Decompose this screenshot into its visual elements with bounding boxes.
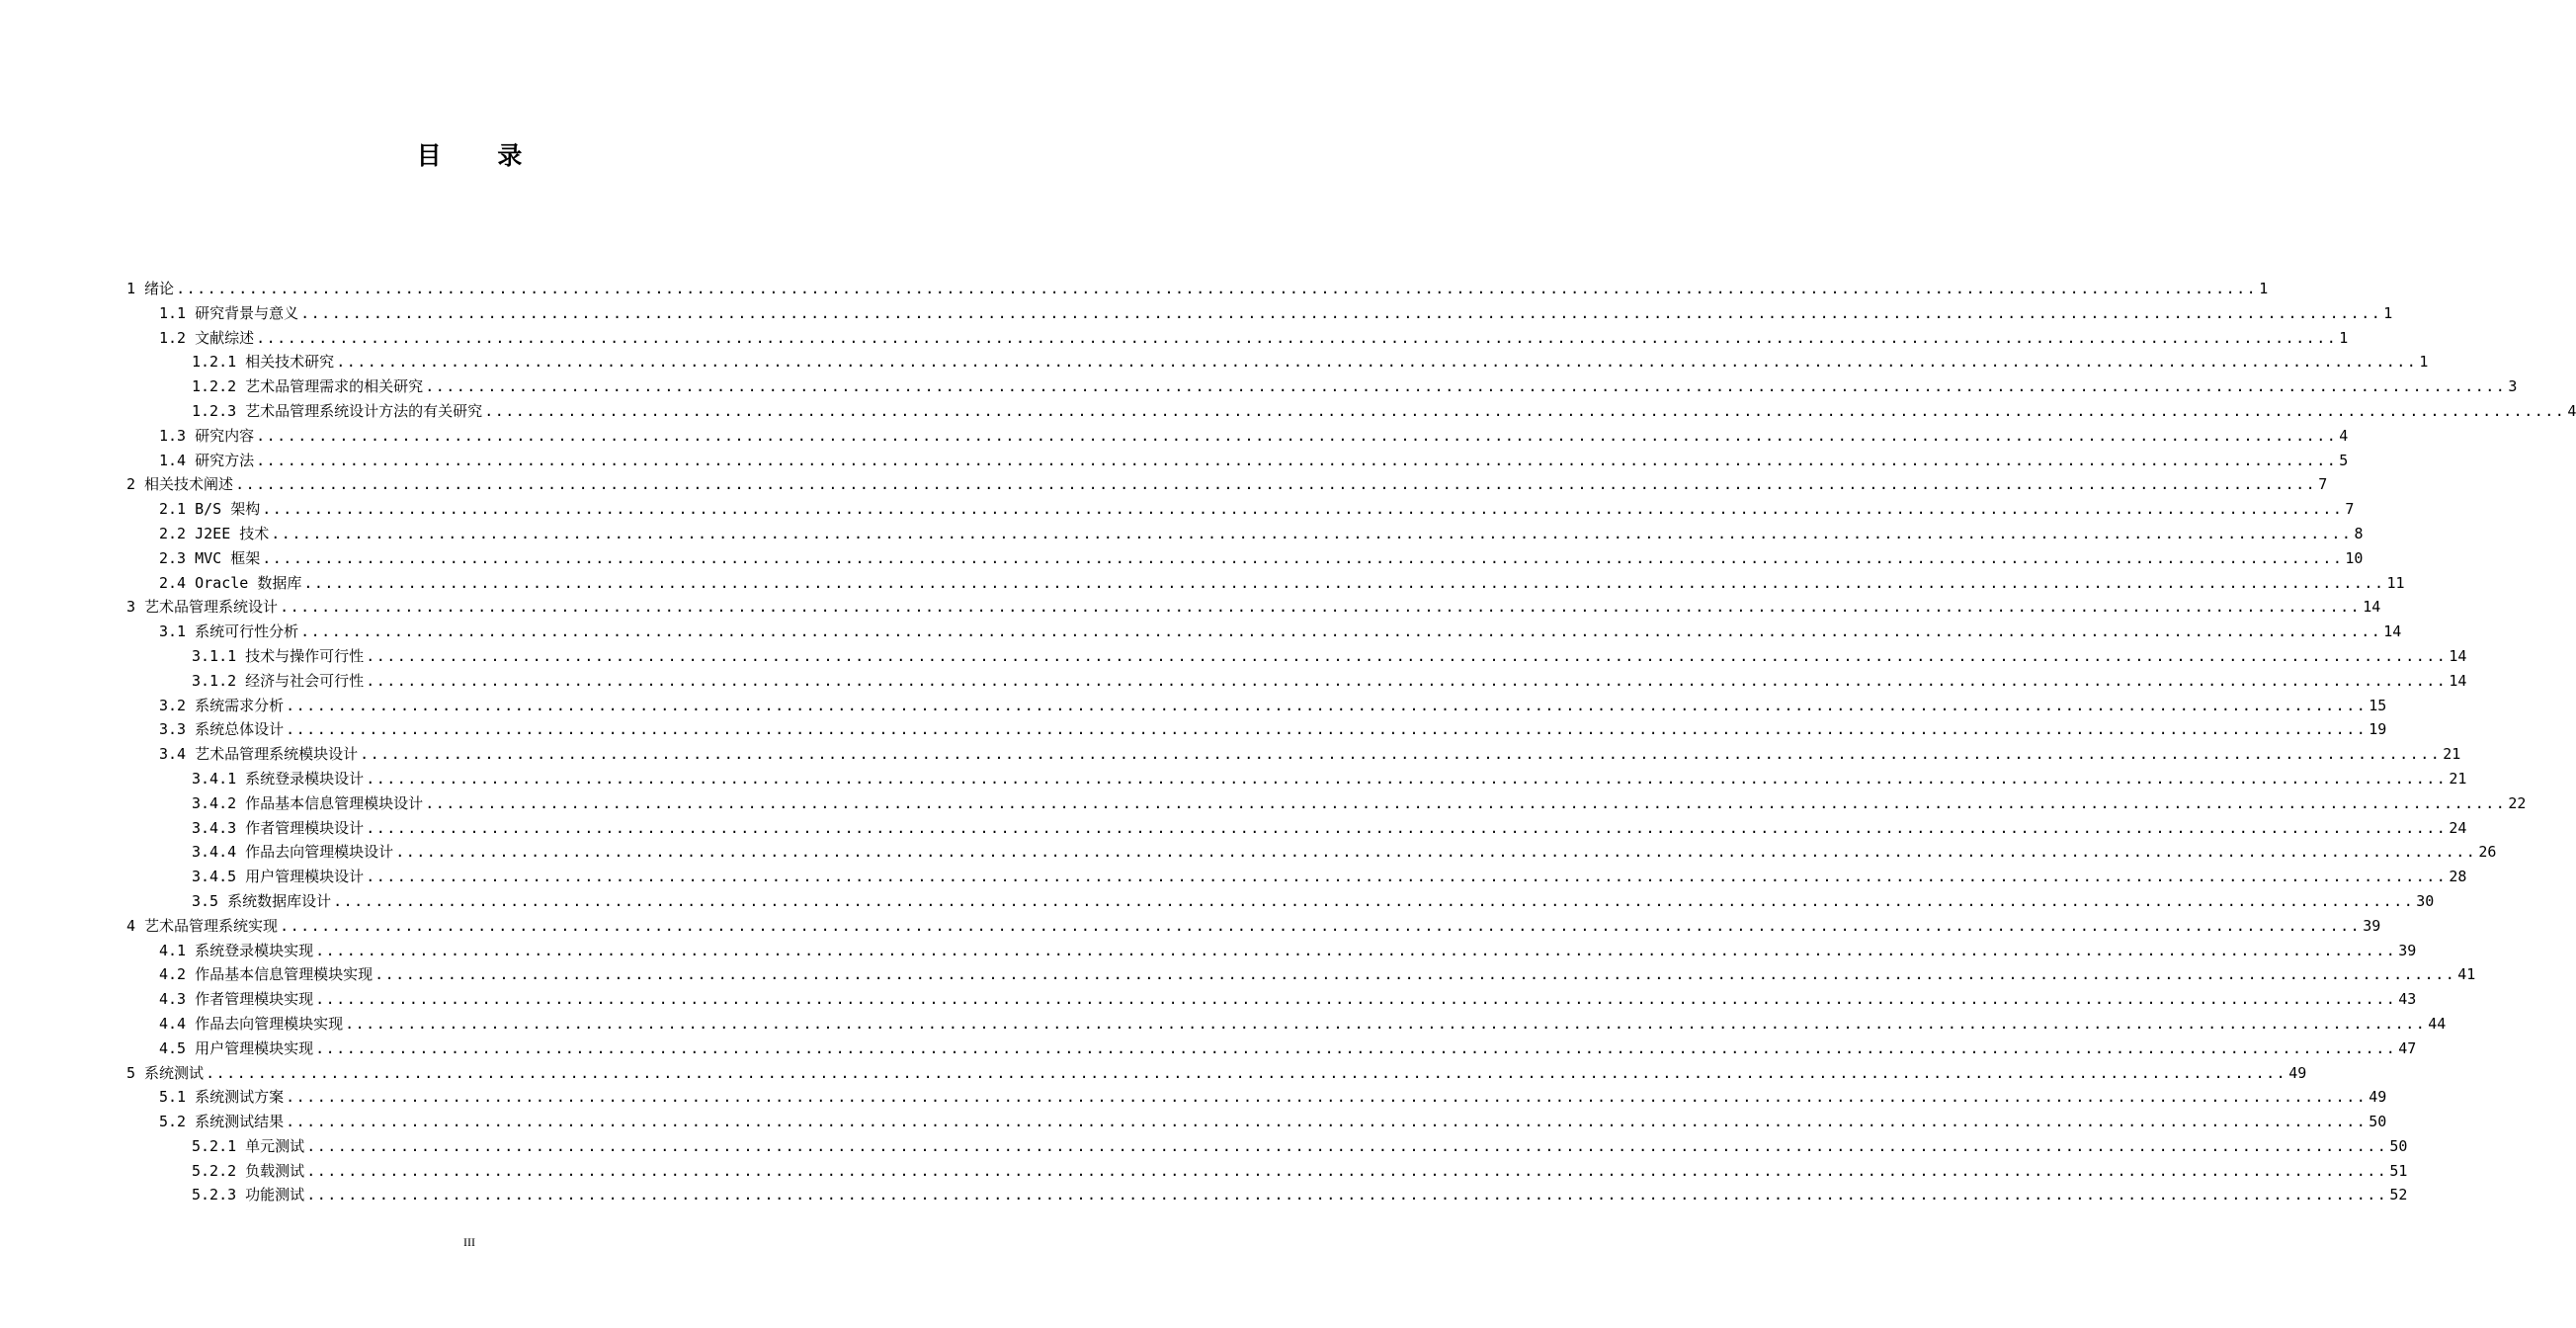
toc-entry-page: 30: [2416, 891, 2435, 910]
toc-entry[interactable]: [126, 939, 2417, 963]
toc-entry-label: 3.1.1 技术与操作可行性: [192, 646, 365, 665]
toc-entry[interactable]: [126, 914, 2381, 939]
toc-entry-label: 3.1.2 经济与社会可行性: [192, 671, 365, 690]
toc-entry-label: 3.4.4 作品去向管理模块设计: [192, 843, 394, 862]
toc-entry-label: 2 相关技术阐述: [126, 475, 234, 494]
toc-entry[interactable]: [126, 717, 2387, 742]
toc-entry-page: 7: [2318, 475, 2328, 494]
toc-entry-label: 1.2.2 艺术品管理需求的相关研究: [192, 377, 424, 396]
toc-entry[interactable]: [126, 571, 2405, 596]
toc-entry-page: 21: [2443, 745, 2461, 764]
toc-entry-label: 1.2.1 相关技术研究: [192, 353, 335, 372]
toc-entry[interactable]: [126, 865, 2467, 889]
toc-entry[interactable]: [126, 546, 2364, 571]
toc-entry-label: 1 绪论: [126, 280, 175, 297]
toc-entry-page: 4: [2339, 426, 2349, 445]
toc-leader-dots: ........................................................................................................................................................................................................: [286, 1088, 2368, 1107]
toc-leader-dots: ........................................................................................................................................................................................................: [303, 573, 2385, 592]
toc-leader-dots: ........................................................................................................................................................................................................: [366, 818, 2448, 837]
toc-entry[interactable]: [126, 962, 2476, 987]
toc-leader-dots: ........................................................................................................................................................................................................: [176, 280, 2258, 297]
toc-leader-dots: ........................................................................................................................................................................................................: [333, 891, 2415, 910]
toc-leader-dots: ........................................................................................................................................................................................................: [256, 328, 2338, 347]
toc-entry-page: 51: [2389, 1161, 2408, 1180]
toc-entry-page: 14: [2383, 622, 2402, 641]
toc-entry-page: 1: [2259, 280, 2269, 297]
toc-entry-page: 14: [2449, 671, 2467, 690]
toc-entry[interactable]: [126, 1183, 2408, 1207]
toc-entry-label: 5.2 系统测试结果: [159, 1113, 285, 1131]
toc-entry[interactable]: [126, 301, 2393, 326]
toc-leader-dots: ........................................................................................................................................................................................................: [315, 941, 2397, 959]
toc-leader-dots: ........................................................................................................................................................................................................: [306, 1186, 2388, 1204]
toc-leader-dots: ........................................................................................................................................................................................................: [315, 1038, 2397, 1057]
toc-leader-dots: ........................................................................................................................................................................................................: [286, 1113, 2368, 1131]
toc-leader-dots: ........................................................................................................................................................................................................: [262, 548, 2344, 567]
toc-entry[interactable]: [126, 767, 2467, 791]
toc-entry-page: 10: [2345, 548, 2364, 567]
toc-entry[interactable]: [126, 449, 2349, 473]
toc-entry-label: 1.1 研究背景与意义: [159, 303, 299, 322]
toc-entry-label: 4.2 作品基本信息管理模块实现: [159, 965, 374, 984]
toc-entry-page: 28: [2449, 868, 2467, 886]
toc-entry-page: 43: [2398, 990, 2417, 1009]
toc-entry[interactable]: [126, 840, 2497, 865]
toc-entry-label: 3.2 系统需求分析: [159, 696, 285, 714]
toc-leader-dots: ........................................................................................................................................................................................................: [286, 720, 2368, 739]
toc-entry-page: 49: [2368, 1088, 2387, 1107]
toc-entry-page: 26: [2478, 843, 2497, 862]
toc-leader-dots: ........................................................................................................................................................................................................: [484, 401, 2566, 420]
toc-entry[interactable]: [126, 1085, 2387, 1110]
toc-entry-page: 8: [2354, 524, 2364, 542]
toc-entry[interactable]: [126, 399, 2576, 424]
toc-entry-label: 5.2.3 功能测试: [192, 1186, 305, 1204]
toc-entry[interactable]: [126, 669, 2467, 694]
toc-entry-label: 3.5 系统数据库设计: [192, 891, 332, 910]
toc-entry[interactable]: [126, 595, 2381, 620]
toc-entry-label: 2.3 MVC 框架: [159, 548, 261, 567]
toc-leader-dots: ........................................................................................................................................................................................................: [271, 524, 2353, 542]
toc-entry-label: 5.2.1 单元测试: [192, 1136, 305, 1155]
toc-entry[interactable]: [126, 1037, 2417, 1061]
toc-entry-label: 4.3 作者管理模块实现: [159, 990, 314, 1009]
toc-entry-label: 2.4 Oracle 数据库: [159, 573, 302, 592]
toc-entry-label: 2.2 J2EE 技术: [159, 524, 270, 542]
toc-entry-page: 1: [2419, 353, 2429, 372]
toc-entry-page: 50: [2389, 1136, 2408, 1155]
table-of-contents: [126, 277, 2576, 1207]
toc-entry-page: 50: [2368, 1113, 2387, 1131]
toc-leader-dots: ........................................................................................................................................................................................................: [425, 793, 2507, 812]
toc-entry[interactable]: [126, 522, 2364, 546]
page-number: III: [463, 1235, 475, 1249]
toc-entry[interactable]: [126, 1110, 2387, 1134]
toc-entry[interactable]: [126, 277, 2269, 301]
toc-entry[interactable]: [126, 1012, 2447, 1037]
toc-entry-page: 47: [2398, 1038, 2417, 1057]
toc-entry-page: 49: [2288, 1063, 2307, 1082]
toc-entry-page: 52: [2389, 1186, 2408, 1204]
toc-entry-label: 4.4 作品去向管理模块实现: [159, 1014, 344, 1033]
toc-entry-label: 5.1 系统测试方案: [159, 1088, 285, 1107]
toc-entry-label: 3.4.5 用户管理模块设计: [192, 868, 365, 886]
toc-entry-label: 5 系统测试: [126, 1063, 205, 1082]
toc-leader-dots: ........................................................................................................................................................................................................: [374, 965, 2456, 984]
toc-entry[interactable]: [126, 742, 2461, 767]
toc-leader-dots: ........................................................................................................................................................................................................: [300, 303, 2382, 322]
toc-entry-page: 7: [2345, 500, 2355, 519]
toc-entry[interactable]: [126, 1159, 2408, 1184]
toc-entry-label: 3.4.3 作者管理模块设计: [192, 818, 365, 837]
toc-leader-dots: ........................................................................................................................................................................................................: [306, 1136, 2388, 1155]
toc-entry[interactable]: [126, 1134, 2408, 1159]
toc-entry-page: 3: [2508, 377, 2518, 396]
toc-entry-page: 15: [2368, 696, 2387, 714]
toc-entry[interactable]: [126, 326, 2349, 351]
toc-entry-page: 11: [2386, 573, 2405, 592]
toc-entry[interactable]: [126, 620, 2402, 644]
toc-leader-dots: ........................................................................................................................................................................................................: [366, 868, 2448, 886]
toc-entry[interactable]: [126, 472, 2328, 497]
toc-entry[interactable]: [126, 497, 2355, 522]
toc-entry[interactable]: [126, 424, 2349, 449]
toc-leader-dots: ........................................................................................................................................................................................................: [235, 475, 2317, 494]
toc-entry-label: 1.4 研究方法: [159, 451, 255, 469]
page-title: 目 录: [416, 141, 546, 170]
toc-entry[interactable]: [126, 374, 2518, 399]
toc-leader-dots: ........................................................................................................................................................................................................: [315, 990, 2397, 1009]
toc-entry-page: 44: [2428, 1014, 2447, 1033]
toc-leader-dots: ........................................................................................................................................................................................................: [262, 500, 2344, 519]
toc-entry-label: 4 艺术品管理系统实现: [126, 916, 279, 935]
toc-leader-dots: ........................................................................................................................................................................................................: [286, 696, 2368, 714]
toc-entry-page: 41: [2457, 965, 2476, 984]
toc-entry-page: 5: [2339, 451, 2349, 469]
toc-leader-dots: ........................................................................................................................................................................................................: [360, 745, 2442, 764]
toc-entry-label: 5.2.2 负载测试: [192, 1161, 305, 1180]
toc-entry-page: 24: [2449, 818, 2467, 837]
toc-entry-label: 3.4.2 作品基本信息管理模块设计: [192, 793, 424, 812]
toc-entry-page: 39: [2398, 941, 2417, 959]
toc-entry-page: 19: [2368, 720, 2387, 739]
toc-entry-label: 1.3 研究内容: [159, 426, 255, 445]
toc-entry-label: 4.1 系统登录模块实现: [159, 941, 314, 959]
toc-entry-label: 3.1 系统可行性分析: [159, 622, 299, 641]
toc-entry[interactable]: [126, 791, 2527, 816]
toc-leader-dots: ........................................................................................................................................................................................................: [345, 1014, 2427, 1033]
toc-leader-dots: ........................................................................................................................................................................................................: [300, 622, 2382, 641]
toc-entry-label: 2.1 B/S 架构: [159, 500, 261, 519]
toc-entry-page: 21: [2449, 769, 2467, 788]
toc-leader-dots: ........................................................................................................................................................................................................: [306, 1161, 2388, 1180]
toc-leader-dots: ........................................................................................................................................................................................................: [366, 769, 2448, 788]
toc-entry[interactable]: [126, 644, 2467, 669]
toc-leader-dots: ........................................................................................................................................................................................................: [366, 646, 2448, 665]
toc-entry-page: 14: [2449, 646, 2467, 665]
toc-leader-dots: ........................................................................................................................................................................................................: [366, 671, 2448, 690]
toc-entry-label: 3 艺术品管理系统设计: [126, 598, 279, 617]
toc-leader-dots: ........................................................................................................................................................................................................: [336, 353, 2418, 372]
toc-entry[interactable]: [126, 816, 2467, 841]
toc-entry-label: 1.2.3 艺术品管理系统设计方法的有关研究: [192, 401, 483, 420]
toc-entry-label: 3.4.1 系统登录模块设计: [192, 769, 365, 788]
toc-entry-page: 14: [2363, 598, 2381, 617]
toc-entry[interactable]: [126, 694, 2387, 718]
toc-leader-dots: ........................................................................................................................................................................................................: [425, 377, 2507, 396]
toc-entry-label: 3.3 系统总体设计: [159, 720, 285, 739]
toc-entry[interactable]: [126, 1061, 2307, 1086]
toc-entry-label: 1.2 文献综述: [159, 328, 255, 347]
toc-leader-dots: ........................................................................................................................................................................................................: [280, 916, 2362, 935]
toc-entry-page: 39: [2363, 916, 2381, 935]
toc-entry[interactable]: [126, 889, 2435, 914]
toc-leader-dots: ........................................................................................................................................................................................................: [206, 1063, 2287, 1082]
toc-leader-dots: ........................................................................................................................................................................................................: [280, 598, 2362, 617]
toc-leader-dots: ........................................................................................................................................................................................................: [395, 843, 2477, 862]
toc-entry[interactable]: [126, 987, 2417, 1012]
toc-entry-label: 4.5 用户管理模块实现: [159, 1038, 314, 1057]
toc-entry[interactable]: [126, 350, 2429, 374]
toc-leader-dots: ........................................................................................................................................................................................................: [256, 451, 2338, 469]
toc-entry-page: 1: [2339, 328, 2349, 347]
toc-entry-label: 3.4 艺术品管理系统模块设计: [159, 745, 359, 764]
toc-entry-page: 4: [2567, 401, 2576, 420]
toc-entry-page: 22: [2508, 793, 2527, 812]
toc-leader-dots: ........................................................................................................................................................................................................: [256, 426, 2338, 445]
toc-entry-page: 1: [2383, 303, 2393, 322]
